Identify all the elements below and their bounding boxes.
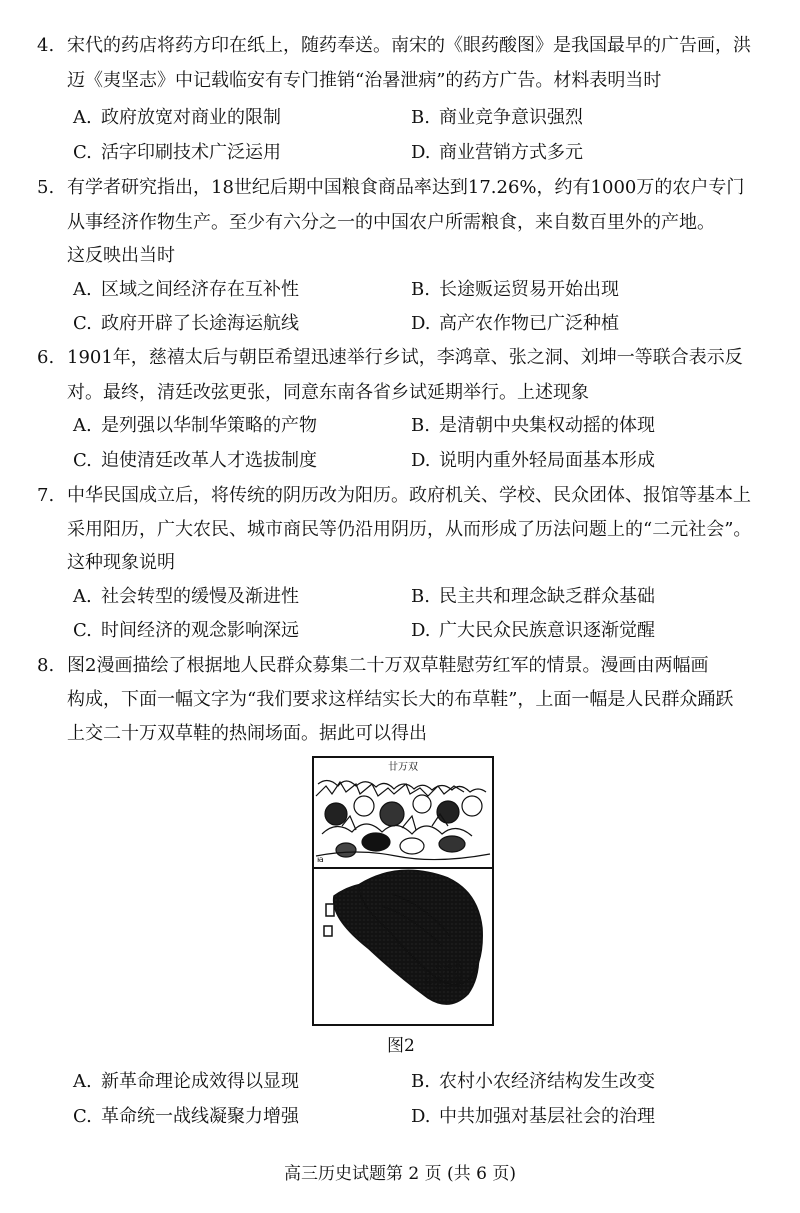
q6-option-b: B. 是清朝中央集权动摇的体现 <box>411 415 655 436</box>
q7-stem-line-3: 这种现象说明 <box>67 552 175 573</box>
q6-stem-line-1: 6. 1901年，慈禧太后与朝臣希望迅速举行乡试，李鸿章、张之洞、刘坤一等联合表示反 <box>37 347 743 368</box>
page-footer: 高三历史试题第 2 页 (共 6 页) <box>284 1164 516 1184</box>
q7-number: 7. <box>37 485 55 506</box>
q5-option-c: C. 政府开辟了长途海运航线 <box>73 313 299 334</box>
q7-option-a: A. 社会转型的缓慢及渐进性 <box>73 586 299 607</box>
q4-number: 4. <box>37 35 55 56</box>
q4-option-d: D. 商业营销方式多元 <box>411 142 583 163</box>
q5-stem-line-2: 从事经济作物生产。至少有六分之一的中国农户所需粮食，来自数百里外的产地。 <box>67 212 715 233</box>
q8-stem-line-3: 上交二十万双草鞋的热闹场面。据此可以得出 <box>67 723 427 744</box>
inscription-col-1: 我们要求 <box>453 960 463 992</box>
q4-option-c: C. 活字印刷技术广泛运用 <box>73 142 281 163</box>
svg-text:ꙗ: ꙗ <box>317 855 324 864</box>
cartoon-figure <box>312 756 494 1026</box>
q7-option-d: D. 广大民众民族意识逐渐觉醒 <box>411 620 655 641</box>
q7-option-c: C. 时间经济的观念影响深远 <box>73 620 299 641</box>
q5-stem-line-1: 5. 有学者研究指出，18世纪后期中国粮食商品率达到17.26%，约有1000万的农户专门 <box>37 177 745 198</box>
q5-number: 5. <box>37 177 55 198</box>
inscription-col-3: 长大的布 <box>433 960 443 992</box>
q5-option-b: B. 长途贩运贸易开始出现 <box>411 279 619 300</box>
q6-option-a: A. 是列强以华制华策略的产物 <box>73 415 317 436</box>
inscription-col-2: 这样结实 <box>443 960 453 992</box>
q8-option-d: D. 中共加强对基层社会的治理 <box>411 1106 655 1127</box>
q4-option-a: A. 政府放宽对商业的限制 <box>73 107 281 128</box>
q8-stem-line-2: 构成，下面一幅文字为“我们要求这样结实长大的布草鞋”，上面一幅是人民群众踊跃 <box>67 689 734 710</box>
figure-caption: 图2 <box>387 1036 415 1056</box>
q8-number: 8. <box>37 655 55 676</box>
cartoon-top-caption: 廿万双 <box>388 762 418 773</box>
q4-stem-line-2: 迈《夷坚志》中记载临安有专门推销“治暑泄病”的药方广告。材料表明当时 <box>67 70 662 91</box>
q6-option-d: D. 说明内重外轻局面基本形成 <box>411 450 655 471</box>
q6-option-c: C. 迫使清廷改革人才选拔制度 <box>73 450 317 471</box>
q5-stem-line-3: 这反映出当时 <box>67 245 175 266</box>
q8-option-b: B. 农村小农经济结构发生改变 <box>411 1071 655 1092</box>
q8-option-c: C. 革命统一战线凝聚力增强 <box>73 1106 299 1127</box>
q4-option-b: B. 商业竞争意识强烈 <box>411 107 583 128</box>
q6-stem-line-2: 对。最终，清廷改弦更张，同意东南各省乡试延期举行。上述现象 <box>67 382 589 403</box>
q5-option-a: A. 区域之间经济存在互补性 <box>73 279 299 300</box>
inscription-col-4: 草鞋 <box>423 970 433 986</box>
q8-option-a: A. 新革命理论成效得以显现 <box>73 1071 299 1092</box>
q7-option-b: B. 民主共和理念缺乏群众基础 <box>411 586 655 607</box>
q4-stem-line-1: 4. 宋代的药店将药方印在纸上，随药奉送。南宋的《眼药酸图》是我国最早的广告画，洪 <box>37 35 751 56</box>
q8-stem-line-1: 8. 图2漫画描绘了根据地人民群众募集二十万双草鞋慰劳红军的情景。漫画由两幅画 <box>37 655 709 676</box>
q5-option-d: D. 高产农作物已广泛种植 <box>411 313 619 334</box>
q7-stem-line-2: 采用阳历，广大农民、城市商民等仍沿用阴历，从而形成了历法问题上的“二元社会”。 <box>67 519 752 540</box>
q6-number: 6. <box>37 347 55 368</box>
q7-stem-line-1: 7. 中华民国成立后，将传统的阴历改为阳历。政府机关、学校、民众团体、报馆等基本上 <box>37 485 751 506</box>
